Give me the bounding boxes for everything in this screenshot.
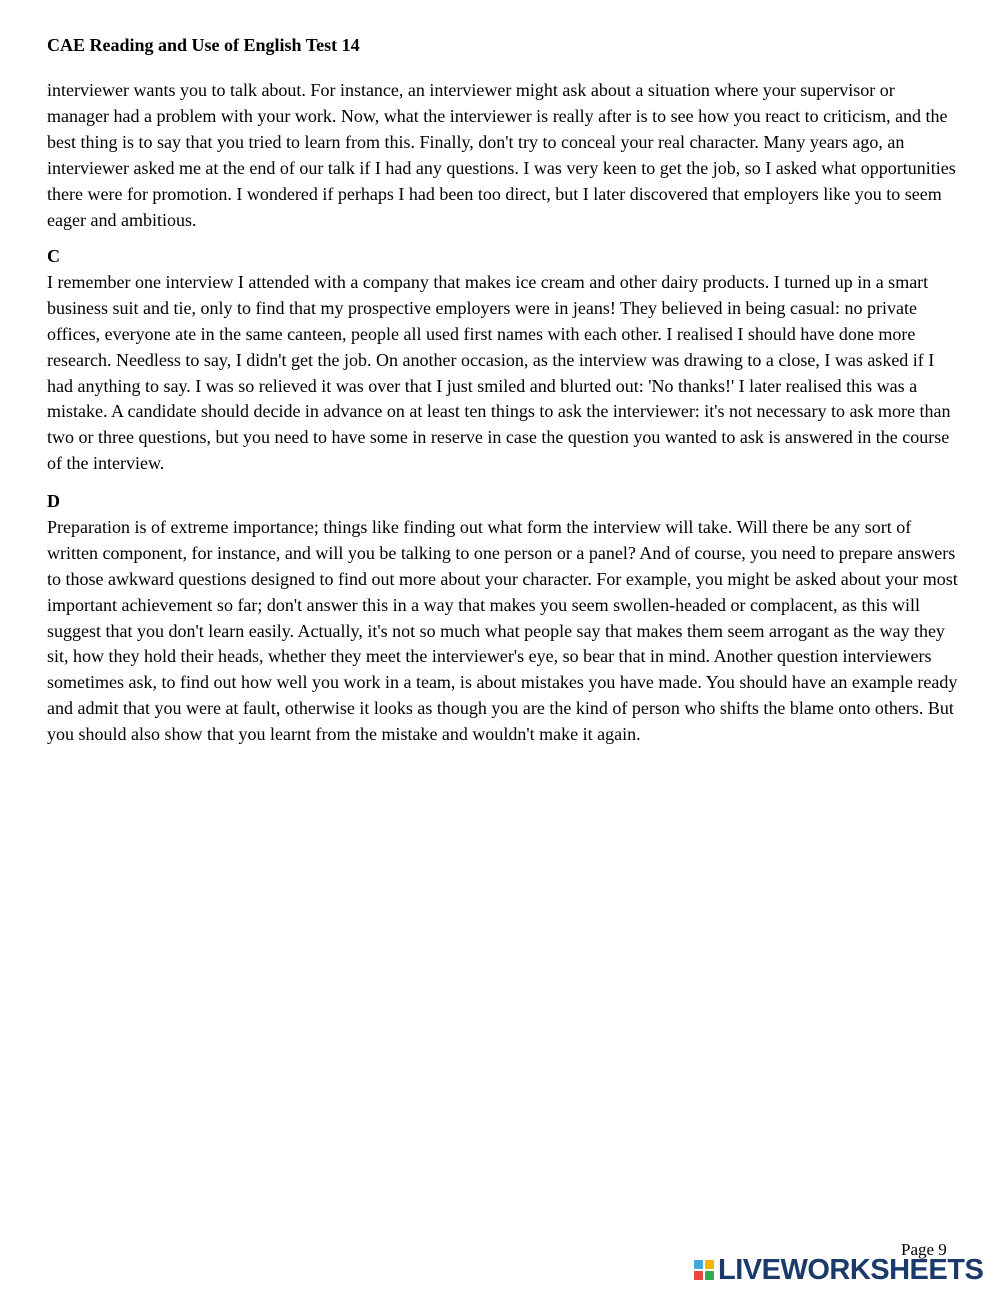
- section-paragraph: I remember one interview I attended with a company that makes ice cream and other dairy products. I turned up in a smart business suit and tie, only to find that my prospective employers were in jeans! They believed in being casual: no private offices, everyone ate in the same canteen, people all used first names with each other. I realised I should have done more research. Needless to say, I didn't get the job. On another occasion, as the interview was drawing to a close, I was asked if I had anything to say. I was so relieved it was over that I just smiled and blurted out: 'No thanks!' I later realised this was a mistake. A candidate should decide in advance on at least ten things to ask the interviewer: it's not necessary to ask more than two or three questions, but you need to have some in reserve in case the question you wanted to ask is answered in the course of the interview.: [47, 271, 951, 474]
- logo-mark-icon: [694, 1260, 714, 1280]
- section-letter: D: [47, 491, 60, 511]
- section-d: [47, 489, 959, 748]
- logo-text: LIVEWORKSHEETS: [718, 1254, 984, 1286]
- section-paragraph: Preparation is of extreme importance; things like finding out what form the interview will take. Will there be any sort of written component, for instance, and will you be talking to one person or a panel? And of course, you need to prepare answers to those awkward questions designed to find out more about your character. For example, you might be asked about your most important achievement so far; don't answer this in a way that makes you seem swollen-headed or complacent, as this will suggest that you don't learn easily. Actually, it's not so much what people say that makes them seem arrogant as the way they sit, how they hold their heads, whether they meet the interviewer's eye, so bear that in mind. Another question interviewers sometimes ask, to find out how well you work in a team, is about mistakes you have made. You should have an example ready and admit that you were at fault, otherwise it looks as though you are the kind of person who shifts the blame onto others. But you should also show that you learnt from the mistake and wouldn't make it again.: [47, 516, 958, 745]
- section-letter: C: [47, 246, 60, 266]
- page-number: Page 9: [901, 1240, 947, 1259]
- continuation-paragraph: interviewer wants you to talk about. For instance, an interviewer might ask about a situation where your supervisor or manager had a problem with your work. Now, what the interviewer is really after is to see how you react to criticism, and the best thing is to say that you tried to learn from this. Finally, don't try to conceal your real character. Many years ago, an interviewer asked me at the end of our talk if I had any questions. I was very keen to get the job, so I asked what opportunities there were for promotion. I wondered if perhaps I had been too direct, but I later discovered that employers like you to seem eager and ambitious.: [47, 80, 956, 230]
- liveworksheets-logo[interactable]: [694, 1255, 983, 1285]
- section-c: [47, 244, 959, 477]
- logo-mark-tile: [705, 1260, 714, 1269]
- logo-mark-tile: [694, 1260, 703, 1269]
- page-title: CAE Reading and Use of English Test 14: [47, 35, 360, 55]
- logo-mark-tile: [694, 1271, 703, 1280]
- logo-mark-tile: [705, 1271, 714, 1280]
